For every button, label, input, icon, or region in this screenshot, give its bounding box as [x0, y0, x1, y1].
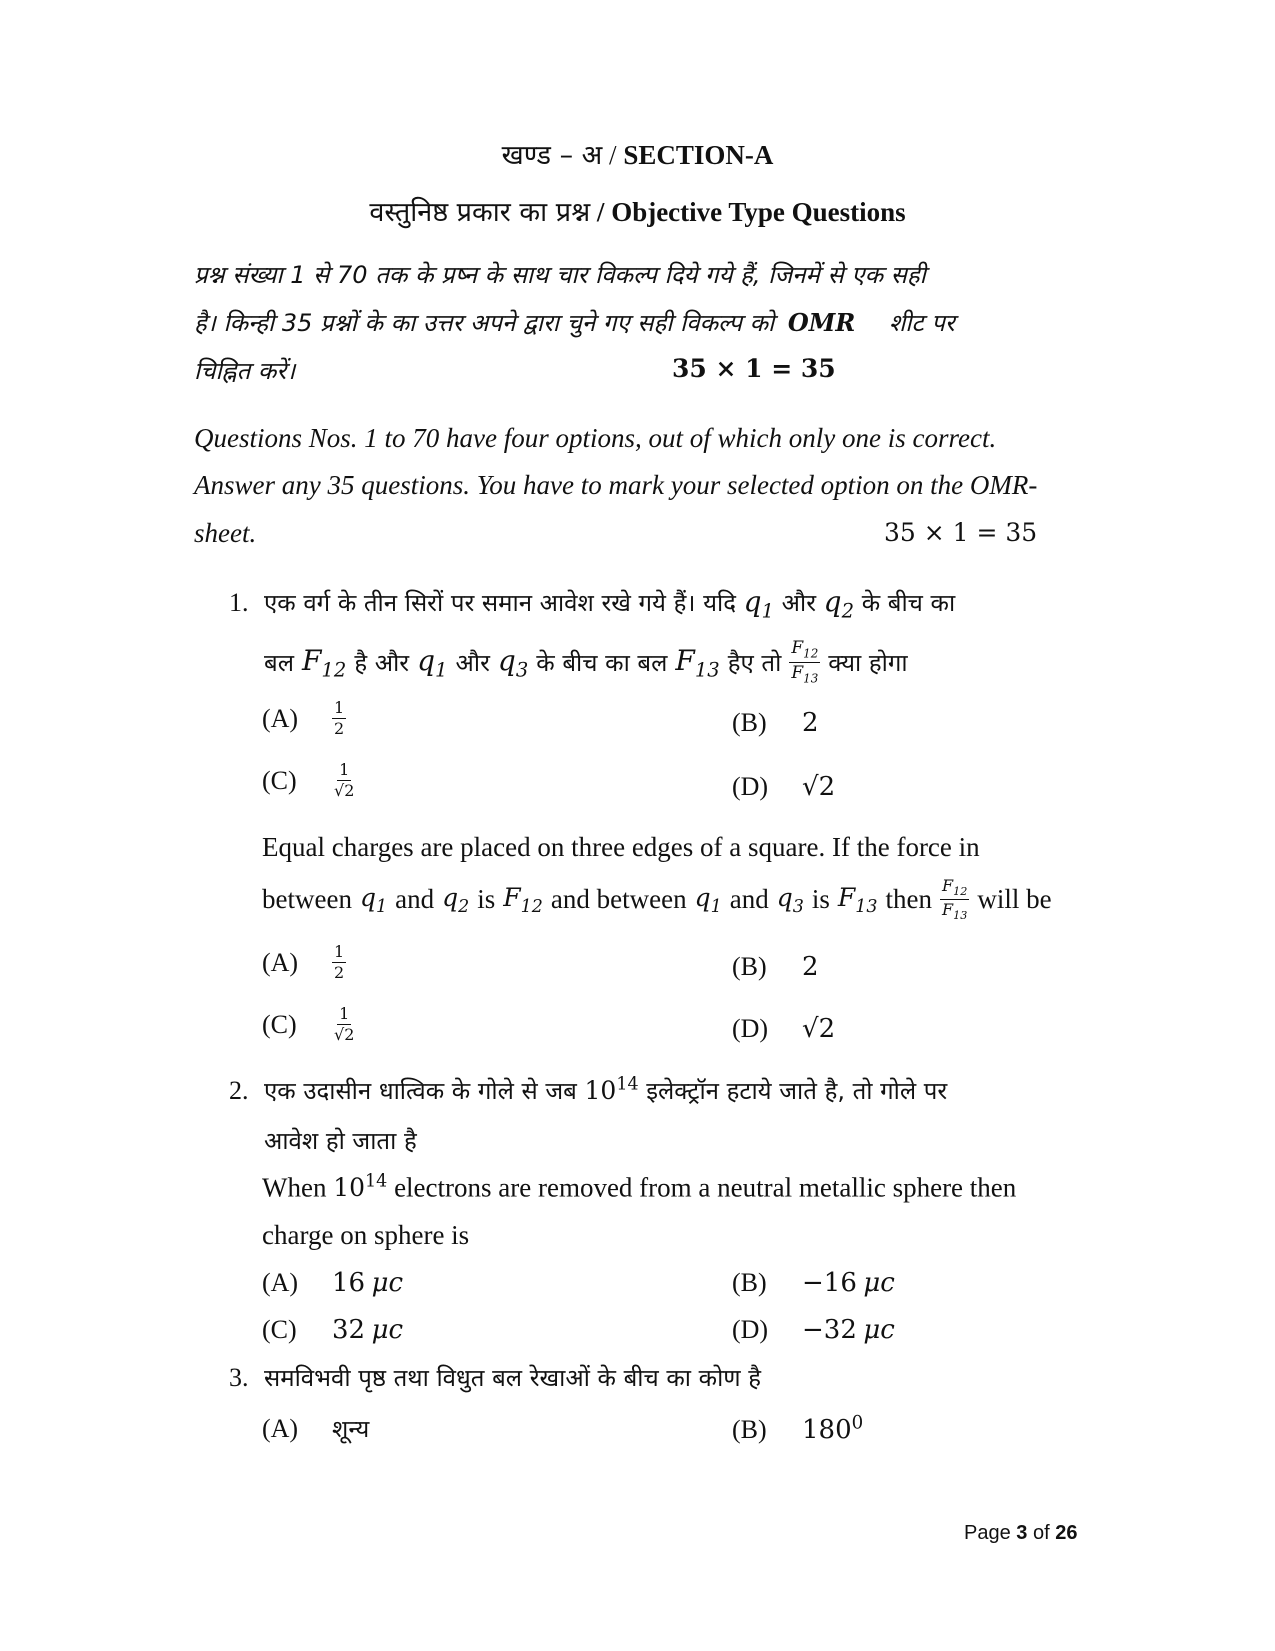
question-1-hindi-line1 [264, 585, 955, 623]
f-letter: F [837, 882, 856, 912]
instructions-hindi-line2 [194, 306, 955, 339]
option-label: (C) [262, 765, 297, 795]
q1-en-option-c [262, 1006, 356, 1043]
degree-exponent: 0 [851, 1412, 864, 1433]
q1-en-option-d [732, 1014, 835, 1044]
instructions-hindi-line1: प्रश्न संख्या 1 से 70 तक के प्रष्न के साथ चार विकल्प दिये गये हैं, जिनमें से एक सही [194, 261, 926, 289]
q-sub: 2 [458, 896, 470, 917]
option-value: 2 [802, 952, 819, 982]
q1-en-and-between: and between [550, 884, 687, 915]
f-letter: F [942, 876, 954, 895]
omr-term: OMR [787, 308, 856, 337]
f-sub: 12 [953, 885, 968, 899]
question-1-number: 1. [229, 588, 249, 617]
option-value: −16 [802, 1268, 857, 1298]
option-label: (A) [262, 947, 299, 977]
q3-option-a [262, 1412, 369, 1445]
q1-en-is: is [477, 884, 496, 915]
q1-en-q2 [442, 883, 469, 917]
footer-of-word: of [1032, 1522, 1050, 1544]
fraction-numerator: 1 [339, 760, 350, 779]
power-exponent: 14 [616, 1074, 639, 1095]
footer-page-number: 3 [1016, 1522, 1028, 1544]
q1-hi-text-a: एक वर्ग के तीन सिरों पर समान आवेश रखे गये हैं। यदि [264, 589, 736, 617]
option-value [802, 1412, 864, 1445]
instructions-hindi-line3: चिह्नित करें। [194, 357, 296, 385]
fraction-denominator: √2 [334, 1025, 355, 1044]
footer-page-word: Page [964, 1522, 1011, 1544]
subheading [0, 192, 1275, 229]
option-label: (D) [732, 1014, 769, 1043]
q2-en-text-b: electrons are removed from a neutral metallic sphere then [394, 1172, 1017, 1203]
footer-page-total: 26 [1055, 1522, 1078, 1544]
q1-en-between: between [262, 884, 352, 915]
q2-power-of-ten [585, 1076, 639, 1105]
q1-hi-and: और [781, 589, 817, 617]
q3-option-b [732, 1412, 863, 1445]
q1-symbol-q2 [823, 585, 855, 623]
q2-en-when: When [262, 1172, 327, 1203]
option-value: −32 [802, 1315, 857, 1345]
instructions-hindi-line2-text: है। किन्ही 35 प्रश्नों के का उत्तर अपने द्वारा चुने गए सही विकल्प को [194, 309, 775, 337]
option-label: (A) [262, 1268, 299, 1297]
q2-hi-text-b: इलेक्ट्रॉन हटाये जाते है, तो गोले पर [646, 1077, 948, 1105]
instructions-english-marks: 35 × 1 = 35 [884, 518, 1038, 547]
subheading-english: Objective Type Questions [611, 197, 906, 227]
q2-option-c [262, 1315, 403, 1345]
f-letter: F [675, 644, 695, 677]
q-sub: 3 [792, 896, 804, 917]
q-letter: q [359, 882, 376, 912]
fraction-denominator: √2 [334, 781, 355, 800]
question-1-english-line1: Equal charges are placed on three edges of a square. If the force in [262, 832, 980, 862]
instructions-english-line2: Answer any 35 questions. You have to mark your selected option on the OMR- [194, 470, 1038, 500]
instructions-english-line3: sheet. [194, 518, 257, 548]
q1-hi-kya: क्या होगा [828, 649, 908, 678]
q1-en-option-a [262, 944, 346, 981]
q1-option-d [732, 772, 835, 802]
option-label: (D) [732, 1315, 769, 1344]
f-sub: 12 [321, 658, 347, 682]
q1-en-and: and [395, 884, 435, 915]
question-3-number: 3. [229, 1363, 249, 1392]
question-2-english-line1 [262, 1172, 1016, 1203]
page-footer [964, 1522, 1077, 1545]
fraction-denominator: 2 [334, 963, 345, 982]
power-exponent: 14 [365, 1172, 388, 1192]
q1-hi-between-force: के बीच का बल [536, 649, 668, 678]
f-letter: F [942, 900, 954, 920]
question-2-hindi-line2: आवेश हो जाता है [264, 1127, 417, 1155]
q1-en-ratio-fraction [940, 878, 969, 922]
q1-option-a [262, 700, 346, 737]
option-label: (A) [262, 703, 299, 733]
q1-hi-bal: बल [264, 649, 294, 678]
option-label: (B) [732, 708, 767, 737]
f-letter: F [791, 663, 804, 684]
q1-hi-between: के बीच का [861, 589, 956, 617]
option-label: (B) [732, 1268, 767, 1297]
q2-option-b [732, 1268, 895, 1298]
q1-en-then: then [885, 884, 933, 915]
q-sub: 3 [515, 658, 529, 682]
q-letter: q [694, 882, 711, 912]
q1-en-option-b [732, 952, 819, 982]
question-2-english-line2: charge on sphere is [262, 1220, 470, 1250]
q1-symbol-f13 [675, 644, 719, 682]
q1-ratio-fraction [789, 640, 820, 686]
f-sub: 13 [855, 896, 878, 917]
option-value: 2 [802, 708, 819, 738]
q2-en-power-of-ten [333, 1173, 387, 1202]
fraction-numerator: 1 [334, 942, 345, 961]
q1-symbol-q1b [417, 644, 447, 682]
q1-symbol-q3 [498, 644, 528, 682]
section-heading-hindi: खण्ड – अ [501, 140, 603, 171]
subheading-separator: / [590, 197, 612, 227]
q1-en-f12 [503, 883, 543, 917]
instructions-hindi-line2-end: शीट पर [888, 309, 955, 337]
q-letter: q [823, 585, 842, 618]
f-letter: F [301, 644, 322, 677]
q1-option-c [262, 762, 356, 799]
q-letter: q [497, 644, 516, 677]
option-value: 16 [332, 1268, 366, 1298]
option-value: √2 [802, 1014, 836, 1044]
q1-en-q1 [360, 883, 387, 917]
section-heading [0, 135, 1275, 172]
option-unit: μc [371, 1268, 404, 1298]
q2-option-d [732, 1315, 895, 1345]
heading-separator: / [602, 140, 624, 170]
q-sub: 1 [435, 658, 448, 682]
question-1-english-line2 [262, 878, 1052, 922]
q1-en-will-be: will be [977, 884, 1052, 915]
f-letter: F [791, 638, 804, 658]
option-c-fraction [332, 762, 356, 799]
q1-symbol-f12 [302, 644, 346, 682]
q1-en-and-2: and [729, 884, 769, 915]
option-label: (B) [732, 1414, 767, 1444]
q1-hi-hai-aur: है और [354, 649, 410, 678]
q1-option-b [732, 708, 819, 738]
f-sub: 13 [694, 658, 720, 682]
option-label: (D) [732, 772, 769, 801]
q-sub: 1 [710, 896, 722, 917]
option-c-fraction [332, 1006, 356, 1043]
fraction-numerator: 1 [339, 1004, 350, 1023]
option-label: (B) [732, 952, 767, 981]
fraction-denominator: 2 [334, 719, 345, 738]
q-letter: q [743, 585, 762, 618]
option-label: (C) [262, 1009, 297, 1039]
instructions-english-line1: Questions Nos. 1 to 70 have four options, out of which only one is correct. [194, 423, 997, 453]
f-letter: F [503, 882, 521, 912]
q1-en-q3 [777, 883, 804, 917]
q1-en-f13 [838, 883, 878, 917]
q1-en-is-2: is [811, 884, 830, 915]
option-label: (C) [262, 1315, 297, 1344]
option-unit: μc [371, 1315, 404, 1345]
subheading-hindi: वस्तुनिष्ठ प्रकार का प्रश्न [369, 197, 591, 228]
f-sub: 13 [803, 671, 819, 686]
q-sub: 1 [761, 599, 774, 623]
instructions-hindi-marks: 35 × 1 = 35 [672, 354, 836, 383]
q2-option-a [262, 1268, 403, 1298]
q-sub: 2 [841, 599, 855, 623]
f-sub: 13 [953, 909, 968, 923]
q-letter: q [417, 644, 436, 677]
option-value: शून्य [332, 1415, 370, 1443]
question-3-hindi-line1: समविभवी पृष्ठ तथा विधुत बल रेखाओं के बीच का कोण है [264, 1364, 762, 1392]
power-base: 10 [333, 1173, 366, 1203]
option-value: √2 [802, 772, 836, 802]
option-label: (A) [262, 1414, 299, 1443]
q-letter: q [442, 882, 459, 912]
option-unit: μc [863, 1315, 895, 1345]
question-2-number: 2. [229, 1076, 249, 1105]
f-sub: 12 [803, 646, 819, 661]
q-sub: 1 [375, 896, 388, 917]
q1-hi-and-2: और [455, 649, 490, 678]
option-unit: μc [863, 1268, 895, 1298]
option-a-fraction [332, 944, 346, 981]
q-letter: q [776, 882, 793, 912]
power-base: 10 [584, 1076, 617, 1105]
q1-en-q1b [695, 883, 722, 917]
section-heading-english: SECTION-A [623, 140, 774, 170]
question-2-hindi-line1 [264, 1074, 947, 1107]
option-value: 32 [332, 1315, 366, 1345]
f-sub: 12 [520, 896, 543, 917]
q1-hi-hai-to: हैए तो [727, 649, 782, 678]
q1-symbol-q1 [743, 585, 774, 623]
option-a-fraction [332, 700, 346, 737]
angle-value: 180 [802, 1414, 852, 1445]
q2-hi-text-a: एक उदासीन धात्विक के गोले से जब [264, 1077, 577, 1105]
fraction-numerator: 1 [334, 698, 345, 717]
question-1-hindi-line2 [264, 640, 908, 686]
